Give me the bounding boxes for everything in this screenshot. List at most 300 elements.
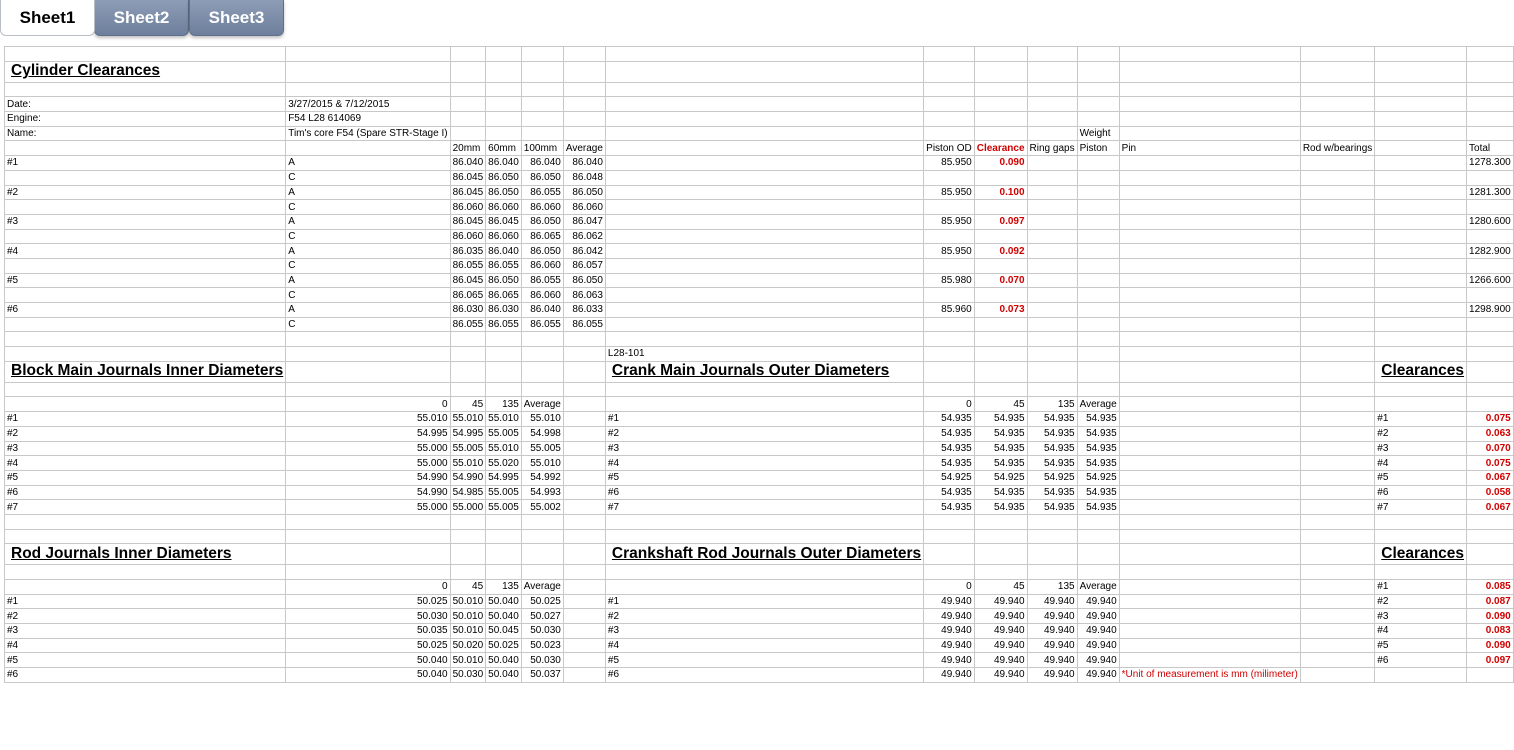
cell[interactable] <box>1027 361 1077 382</box>
column-header[interactable]: Ring gaps <box>1027 141 1077 156</box>
cell[interactable]: 54.993 <box>521 485 563 500</box>
cell[interactable] <box>1300 397 1374 412</box>
cell[interactable]: 86.060 <box>486 229 522 244</box>
cell[interactable]: 50.025 <box>521 594 563 609</box>
cell[interactable]: 0.090 <box>1467 638 1514 653</box>
cell[interactable]: 86.040 <box>521 156 563 171</box>
cell[interactable]: 54.992 <box>521 470 563 485</box>
cell[interactable]: 85.950 <box>924 214 975 229</box>
cell[interactable]: Average <box>521 580 563 595</box>
cell[interactable]: 86.040 <box>521 303 563 318</box>
cell[interactable] <box>1375 229 1467 244</box>
cell[interactable] <box>286 347 450 362</box>
cell[interactable] <box>1077 185 1119 200</box>
cell[interactable] <box>1077 514 1119 529</box>
cell[interactable]: 55.005 <box>486 500 522 515</box>
cell[interactable] <box>1300 317 1374 332</box>
cell[interactable] <box>1027 61 1077 82</box>
cell[interactable]: 55.000 <box>286 441 450 456</box>
cell[interactable]: 86.055 <box>521 317 563 332</box>
cell[interactable]: 86.030 <box>486 303 522 318</box>
cell[interactable] <box>924 361 975 382</box>
cell[interactable] <box>605 288 923 303</box>
cell[interactable]: C <box>286 200 450 215</box>
cell[interactable]: #4 <box>1375 624 1467 639</box>
cell[interactable] <box>563 112 605 127</box>
cell[interactable]: 54.990 <box>286 485 450 500</box>
cell[interactable] <box>563 500 605 515</box>
cell[interactable]: 86.060 <box>563 200 605 215</box>
cell[interactable] <box>605 141 923 156</box>
cell[interactable] <box>924 529 975 544</box>
cell[interactable] <box>1375 82 1467 97</box>
cell[interactable] <box>1119 544 1300 565</box>
cell[interactable] <box>1300 214 1374 229</box>
cell[interactable]: 49.940 <box>1077 668 1119 683</box>
cell[interactable]: 86.060 <box>486 200 522 215</box>
cell[interactable] <box>1300 258 1374 273</box>
cell[interactable]: 86.045 <box>450 214 486 229</box>
cell[interactable] <box>450 332 486 347</box>
cell[interactable]: L28-101 <box>605 347 923 362</box>
cell[interactable] <box>5 229 286 244</box>
cell[interactable] <box>486 382 522 397</box>
cell[interactable] <box>1119 258 1300 273</box>
cell[interactable] <box>1375 141 1467 156</box>
cell[interactable] <box>605 317 923 332</box>
cell[interactable]: 135 <box>486 397 522 412</box>
cell[interactable] <box>974 361 1027 382</box>
cell[interactable] <box>1375 61 1467 82</box>
cell[interactable] <box>924 61 975 82</box>
cell[interactable]: 54.990 <box>286 470 450 485</box>
cell[interactable]: #2 <box>605 609 923 624</box>
cell[interactable]: #7 <box>1375 500 1467 515</box>
cell[interactable] <box>1467 565 1514 580</box>
cell[interactable]: 50.030 <box>521 653 563 668</box>
cell[interactable] <box>924 544 975 565</box>
cell[interactable]: 54.935 <box>924 426 975 441</box>
cell[interactable]: 0 <box>924 580 975 595</box>
cell[interactable] <box>286 382 450 397</box>
cell[interactable] <box>605 214 923 229</box>
cell[interactable]: 0.075 <box>1467 456 1514 471</box>
cell[interactable] <box>521 332 563 347</box>
cell[interactable] <box>1467 258 1514 273</box>
cell[interactable] <box>1467 47 1514 62</box>
cell[interactable] <box>974 170 1027 185</box>
cell[interactable] <box>974 82 1027 97</box>
cell[interactable] <box>605 126 923 141</box>
cell[interactable]: 54.935 <box>1027 456 1077 471</box>
cell[interactable]: 0.083 <box>1467 624 1514 639</box>
cell[interactable]: 49.940 <box>1077 638 1119 653</box>
cell[interactable]: #7 <box>5 500 286 515</box>
cell[interactable] <box>605 82 923 97</box>
cell[interactable] <box>563 580 605 595</box>
cell[interactable] <box>486 565 522 580</box>
cell[interactable]: #5 <box>1375 638 1467 653</box>
cell[interactable]: 85.980 <box>924 273 975 288</box>
cell[interactable]: C <box>286 288 450 303</box>
cell[interactable] <box>1119 456 1300 471</box>
cell[interactable] <box>521 112 563 127</box>
cell[interactable] <box>924 229 975 244</box>
cell[interactable] <box>1300 441 1374 456</box>
cell[interactable] <box>1027 112 1077 127</box>
cell[interactable] <box>605 112 923 127</box>
cell[interactable] <box>521 97 563 112</box>
cell[interactable] <box>1300 244 1374 259</box>
cell[interactable] <box>1077 317 1119 332</box>
cell[interactable]: 0.058 <box>1467 485 1514 500</box>
cell[interactable] <box>521 382 563 397</box>
cell[interactable]: 1282.900 <box>1467 244 1514 259</box>
cell[interactable]: 86.050 <box>563 273 605 288</box>
cell[interactable]: C <box>286 170 450 185</box>
cell[interactable]: #4 <box>605 456 923 471</box>
cell[interactable] <box>1375 332 1467 347</box>
cell[interactable] <box>1119 594 1300 609</box>
cell[interactable]: 49.940 <box>974 668 1027 683</box>
cell[interactable] <box>1300 303 1374 318</box>
cell[interactable] <box>286 82 450 97</box>
cell[interactable]: 49.940 <box>924 638 975 653</box>
cell[interactable] <box>1467 288 1514 303</box>
cell[interactable] <box>5 382 286 397</box>
cell[interactable]: 54.935 <box>1027 412 1077 427</box>
column-header[interactable]: Piston OD <box>924 141 975 156</box>
cell[interactable] <box>563 441 605 456</box>
cell[interactable]: 54.985 <box>450 485 486 500</box>
cell[interactable] <box>1027 332 1077 347</box>
cell[interactable] <box>286 514 450 529</box>
cell[interactable] <box>286 141 450 156</box>
cell[interactable]: Name: <box>5 126 286 141</box>
cell[interactable] <box>1467 126 1514 141</box>
cell[interactable]: 54.925 <box>1027 470 1077 485</box>
cell[interactable] <box>1027 185 1077 200</box>
cell[interactable] <box>1467 229 1514 244</box>
cell[interactable] <box>1027 156 1077 171</box>
cell[interactable]: 86.040 <box>450 156 486 171</box>
cell[interactable] <box>1300 485 1374 500</box>
cell[interactable] <box>974 317 1027 332</box>
cell[interactable] <box>450 97 486 112</box>
clearance-value[interactable]: 0.100 <box>974 185 1027 200</box>
cell[interactable]: #3 <box>5 441 286 456</box>
cell[interactable]: 54.935 <box>1077 485 1119 500</box>
cell[interactable] <box>605 303 923 318</box>
cell[interactable] <box>1027 229 1077 244</box>
cell[interactable]: #6 <box>5 485 286 500</box>
cell[interactable]: 54.935 <box>1027 500 1077 515</box>
cell[interactable] <box>1119 170 1300 185</box>
cell[interactable] <box>563 514 605 529</box>
cell[interactable]: 50.027 <box>521 609 563 624</box>
cell[interactable] <box>563 485 605 500</box>
cell[interactable]: 49.940 <box>1077 609 1119 624</box>
cell[interactable] <box>521 361 563 382</box>
engine-value[interactable]: F54 L28 614069 <box>286 112 450 127</box>
cell[interactable] <box>974 229 1027 244</box>
cell[interactable]: 86.050 <box>486 170 522 185</box>
cell[interactable] <box>5 529 286 544</box>
cell[interactable]: 85.950 <box>924 185 975 200</box>
cell[interactable]: 86.063 <box>563 288 605 303</box>
cell[interactable] <box>1300 426 1374 441</box>
cell[interactable]: 86.030 <box>450 303 486 318</box>
cell[interactable]: #5 <box>5 470 286 485</box>
cell[interactable]: 86.055 <box>521 273 563 288</box>
rod-journals-title[interactable] <box>5 544 286 565</box>
cell[interactable] <box>486 47 522 62</box>
cell[interactable] <box>1077 382 1119 397</box>
cell[interactable] <box>1119 244 1300 259</box>
cell[interactable] <box>1119 514 1300 529</box>
cell[interactable]: 86.040 <box>486 244 522 259</box>
cell[interactable] <box>1300 61 1374 82</box>
cell[interactable] <box>1300 82 1374 97</box>
column-header[interactable]: Rod w/bearings <box>1300 141 1374 156</box>
cell[interactable] <box>5 397 286 412</box>
cell[interactable] <box>1467 514 1514 529</box>
cell[interactable]: 54.935 <box>1027 441 1077 456</box>
cell[interactable] <box>1375 397 1467 412</box>
cell[interactable]: 49.940 <box>924 668 975 683</box>
cell[interactable]: 55.005 <box>486 426 522 441</box>
cell[interactable] <box>563 397 605 412</box>
cell[interactable]: 54.935 <box>974 441 1027 456</box>
cell[interactable]: 49.940 <box>1027 668 1077 683</box>
cell[interactable] <box>450 126 486 141</box>
cell[interactable] <box>1119 288 1300 303</box>
cell[interactable]: 86.050 <box>521 170 563 185</box>
cell[interactable] <box>1077 332 1119 347</box>
cell[interactable]: #6 <box>5 668 286 683</box>
cell[interactable] <box>450 361 486 382</box>
cell[interactable] <box>1027 82 1077 97</box>
cell[interactable] <box>605 529 923 544</box>
block-main-title[interactable] <box>5 361 286 382</box>
cell[interactable]: #3 <box>5 624 286 639</box>
cell[interactable]: #3 <box>1375 609 1467 624</box>
cell[interactable] <box>563 594 605 609</box>
cell[interactable] <box>974 544 1027 565</box>
cell[interactable] <box>605 61 923 82</box>
cell[interactable]: 54.935 <box>974 485 1027 500</box>
cell[interactable] <box>1375 97 1467 112</box>
cell[interactable]: 86.042 <box>563 244 605 259</box>
cell[interactable] <box>974 565 1027 580</box>
cell[interactable]: 135 <box>1027 580 1077 595</box>
clearance-value[interactable]: 0.070 <box>974 273 1027 288</box>
cell[interactable]: #1 <box>5 156 286 171</box>
cell[interactable]: #3 <box>5 214 286 229</box>
cell[interactable] <box>5 170 286 185</box>
cell[interactable] <box>1119 317 1300 332</box>
cell[interactable]: 86.055 <box>486 317 522 332</box>
cell[interactable] <box>1300 624 1374 639</box>
cell[interactable] <box>5 82 286 97</box>
cell[interactable]: 55.010 <box>450 412 486 427</box>
cell[interactable]: 86.055 <box>450 258 486 273</box>
cell[interactable] <box>521 544 563 565</box>
cell[interactable] <box>974 258 1027 273</box>
cell[interactable] <box>486 112 522 127</box>
cell[interactable]: 86.055 <box>486 258 522 273</box>
cell[interactable]: Average <box>521 397 563 412</box>
cell[interactable]: 49.940 <box>974 594 1027 609</box>
cell[interactable]: #1 <box>5 594 286 609</box>
cell[interactable] <box>450 514 486 529</box>
cell[interactable]: 49.940 <box>1027 653 1077 668</box>
cell[interactable] <box>5 317 286 332</box>
cell[interactable]: 54.935 <box>1027 485 1077 500</box>
cell[interactable] <box>974 347 1027 362</box>
cell[interactable]: 54.995 <box>486 470 522 485</box>
cell[interactable]: 0 <box>286 397 450 412</box>
tab-sheet2[interactable]: Sheet2 <box>94 0 189 36</box>
cell[interactable] <box>1027 273 1077 288</box>
cell[interactable] <box>286 47 450 62</box>
cell[interactable] <box>1119 97 1300 112</box>
cell[interactable] <box>1375 529 1467 544</box>
cell[interactable]: 135 <box>1027 397 1077 412</box>
crank-rod-title[interactable] <box>605 544 923 565</box>
cell[interactable] <box>563 624 605 639</box>
cell[interactable] <box>974 126 1027 141</box>
cell[interactable] <box>1119 156 1300 171</box>
cell[interactable] <box>286 544 450 565</box>
cell[interactable] <box>1375 258 1467 273</box>
cell[interactable] <box>1119 470 1300 485</box>
cell[interactable]: 86.055 <box>521 185 563 200</box>
cell[interactable]: 50.035 <box>286 624 450 639</box>
cell[interactable] <box>924 47 975 62</box>
cell[interactable] <box>1300 470 1374 485</box>
cell[interactable]: Average <box>1077 580 1119 595</box>
cell[interactable]: 55.000 <box>286 500 450 515</box>
cell[interactable] <box>450 544 486 565</box>
cell[interactable] <box>1027 214 1077 229</box>
cell[interactable]: 54.935 <box>924 441 975 456</box>
cell[interactable] <box>1300 200 1374 215</box>
cell[interactable]: #6 <box>1375 485 1467 500</box>
cell[interactable]: 0 <box>286 580 450 595</box>
cell[interactable]: C <box>286 317 450 332</box>
cell[interactable] <box>1119 112 1300 127</box>
cell[interactable] <box>1467 61 1514 82</box>
cell[interactable] <box>974 529 1027 544</box>
cell[interactable]: 86.045 <box>486 214 522 229</box>
cell[interactable] <box>1300 332 1374 347</box>
cell[interactable] <box>5 565 286 580</box>
cell[interactable]: 49.940 <box>1077 624 1119 639</box>
cell[interactable]: #7 <box>605 500 923 515</box>
cell[interactable] <box>1467 544 1514 565</box>
cell[interactable] <box>1300 126 1374 141</box>
cell[interactable] <box>563 361 605 382</box>
cell[interactable] <box>1300 638 1374 653</box>
cell[interactable] <box>286 529 450 544</box>
cell[interactable] <box>1300 347 1374 362</box>
cell[interactable]: 49.940 <box>1027 609 1077 624</box>
cell[interactable]: 86.060 <box>521 258 563 273</box>
cell[interactable] <box>1467 361 1514 382</box>
cell[interactable] <box>1300 514 1374 529</box>
cell[interactable] <box>5 514 286 529</box>
cell[interactable] <box>605 580 923 595</box>
cell[interactable] <box>486 332 522 347</box>
cell[interactable] <box>1467 317 1514 332</box>
cell[interactable]: 55.005 <box>450 441 486 456</box>
cell[interactable] <box>924 97 975 112</box>
cell[interactable] <box>450 529 486 544</box>
column-header[interactable]: 60mm <box>486 141 522 156</box>
cell[interactable]: 86.060 <box>450 200 486 215</box>
cell[interactable] <box>1119 347 1300 362</box>
column-header[interactable]: 100mm <box>521 141 563 156</box>
cell[interactable] <box>1300 594 1374 609</box>
cell[interactable] <box>1467 170 1514 185</box>
cell[interactable]: 0.070 <box>1467 441 1514 456</box>
cell[interactable]: 49.940 <box>974 638 1027 653</box>
cell[interactable]: #5 <box>605 653 923 668</box>
cell[interactable] <box>1077 361 1119 382</box>
cell[interactable] <box>286 361 450 382</box>
clearance-value[interactable]: 0.092 <box>974 244 1027 259</box>
cell[interactable]: 49.940 <box>974 609 1027 624</box>
cell[interactable]: 50.040 <box>286 668 450 683</box>
cell[interactable] <box>5 200 286 215</box>
cell[interactable]: A <box>286 156 450 171</box>
cell[interactable] <box>521 47 563 62</box>
cell[interactable] <box>1375 347 1467 362</box>
cell[interactable]: 86.050 <box>521 214 563 229</box>
cell[interactable] <box>1467 668 1514 683</box>
cell[interactable] <box>1119 382 1300 397</box>
cell[interactable] <box>1300 170 1374 185</box>
cell[interactable] <box>924 126 975 141</box>
cell[interactable] <box>1300 112 1374 127</box>
cell[interactable] <box>974 514 1027 529</box>
cell[interactable] <box>486 126 522 141</box>
cell[interactable] <box>1119 426 1300 441</box>
cell[interactable]: 49.940 <box>974 653 1027 668</box>
cell[interactable] <box>521 82 563 97</box>
cell[interactable] <box>1027 126 1077 141</box>
cell[interactable] <box>450 565 486 580</box>
cell[interactable]: 86.050 <box>521 244 563 259</box>
cell[interactable] <box>1375 288 1467 303</box>
cell[interactable]: 55.010 <box>521 412 563 427</box>
cell[interactable]: #6 <box>605 668 923 683</box>
cell[interactable] <box>1300 580 1374 595</box>
cell[interactable]: 54.935 <box>924 456 975 471</box>
cell[interactable]: 0.087 <box>1467 594 1514 609</box>
cell[interactable] <box>1119 624 1300 639</box>
cell[interactable]: #2 <box>1375 426 1467 441</box>
cell[interactable]: 85.950 <box>924 156 975 171</box>
cell[interactable]: 50.025 <box>286 638 450 653</box>
cell[interactable] <box>563 653 605 668</box>
cell[interactable] <box>1375 156 1467 171</box>
cell[interactable]: #5 <box>5 273 286 288</box>
cell[interactable]: 1281.300 <box>1467 185 1514 200</box>
cell[interactable]: #1 <box>1375 580 1467 595</box>
cell[interactable]: 49.940 <box>1027 594 1077 609</box>
